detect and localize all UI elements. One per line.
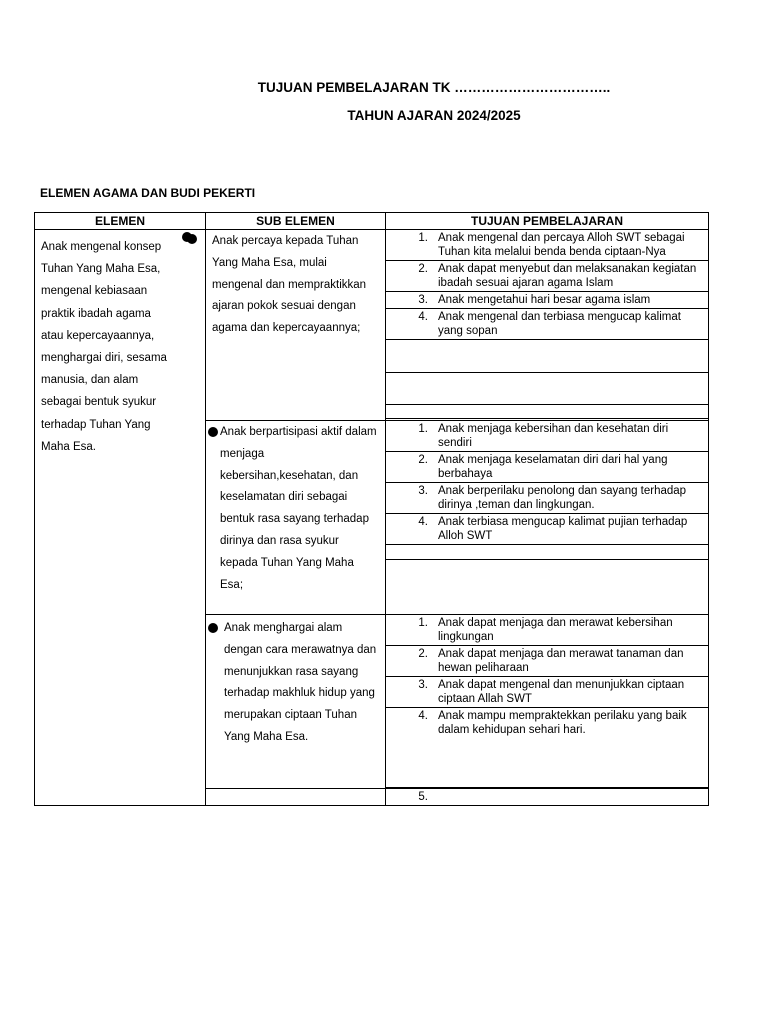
objective-text: Anak mampu mempraktekkan perilaku yang baik dalam kehidupan sehari hari. [438,710,687,736]
objective-text: Anak dapat menyebut dan melaksanakan kegiatan ibadah sesuai ajaran agama Islam [438,263,697,289]
objective-number: 2. [418,454,428,466]
document-title: TUJUAN PEMBELAJARAN TK …………………………….. [257,80,611,95]
section-title: ELEMEN AGAMA DAN BUDI PEKERTI [40,186,256,200]
sub-elemen-text-3: Anak menghargai alam dengan cara merawatnya dan menunjukkan rasa sayang terhadap makhluk hidup yang merupakan ciptaan Tuhan Yang Maha Esa. [224,622,377,743]
sub-elemen-text-2: Anak berpartisipasi aktif dalam menjaga kebersihan,kesehatan, dan keselamatan diri sebagai bentuk rasa sayang terhadap dirinya dan rasa syukur kepada Tuhan Yang Maha Esa; [220,426,377,591]
objective-text: Anak dapat mengenal dan menunjukkan ciptaan ciptaan Allah SWT [438,679,685,705]
header-tujuan: TUJUAN PEMBELAJARAN [386,213,709,230]
bullet-icon [182,232,192,242]
header-elemen: ELEMEN [35,213,206,230]
objective-row [386,309,709,340]
objective-row [386,261,709,292]
objective-row [386,292,709,309]
objective-number: 4. [418,311,428,323]
objective-row [386,452,709,483]
objective-text: Anak dapat menjaga dan merawat kebersihan lingkungan [438,617,673,643]
sub-elemen-text-1: Anak percaya kepada Tuhan Yang Maha Esa, mulai mengenal dan mempraktikkan ajaran pokok sesuai dengan agama dan kepercayaannya; [212,235,367,335]
bullet-icon [208,623,218,633]
sub-elemen-cell-2 [206,421,386,615]
empty-objective-row [386,545,709,560]
academic-year: TAHUN AJARAN 2024/2025 [347,108,521,123]
objective-row [386,483,709,514]
objective-number: 1. [418,617,428,629]
empty-objective-row [386,340,709,373]
objective-text: Anak dapat menjaga dan merawat tanaman dan hewan peliharaan [438,648,684,674]
objective-number: 4. [418,710,428,722]
elemen-text: Anak mengenal konsep Tuhan Yang Maha Esa, mengenal kebiasaan praktik ibadah agama atau kepercayaannya, menghargai diri, sesama manusia, dan alam sebagai bentuk syukur terhadap Tuhan Yang Maha Esa. [41,241,167,453]
objective-text: Anak mengenal dan terbiasa mengucap kalimat yang sopan [438,311,681,337]
objective-row [386,514,709,545]
objective-text: Anak menjaga keselamatan diri dari hal yang berbahaya [438,454,668,480]
objective-number: 3. [418,485,428,497]
empty-sub-elemen-cell [206,789,386,806]
objective-row [386,708,709,788]
objective-row [386,789,709,806]
objective-text: Anak mengenal dan percaya Alloh SWT sebagai Tuhan kita melalui benda benda ciptaan-Nya [438,232,685,258]
objective-row [386,421,709,452]
bullet-icon [208,427,218,437]
objective-text: Anak mengetahui hari besar agama islam [438,294,651,306]
objective-number: 2. [418,263,428,275]
objective-number: 3. [418,294,428,306]
objective-number: 2. [418,648,428,660]
empty-objective-row [386,373,709,405]
elemen-cell [35,230,206,806]
empty-objective-row [386,405,709,419]
objective-number: 5. [418,791,428,803]
learning-objectives-table [34,212,709,806]
objective-number: 1. [418,232,428,244]
objective-row [386,615,709,646]
objective-text: Anak menjaga kebersihan dan kesehatan diri sendiri [438,423,669,449]
sub-elemen-cell-3 [206,615,386,789]
objective-row [386,230,709,261]
objective-row [386,677,709,708]
sub-elemen-cell-1 [206,230,386,421]
header-sub-elemen: SUB ELEMEN [206,213,386,230]
objective-row [386,646,709,677]
objective-text: Anak berperilaku penolong dan sayang terhadap dirinya ,teman dan lingkungan. [438,485,687,511]
empty-objective-row [386,560,709,615]
table-header-row [35,213,709,230]
objective-number: 3. [418,679,428,691]
objective-number: 1. [418,423,428,435]
objective-text: Anak terbiasa mengucap kalimat pujian terhadap Alloh SWT [438,516,688,542]
objective-number: 4. [418,516,428,528]
